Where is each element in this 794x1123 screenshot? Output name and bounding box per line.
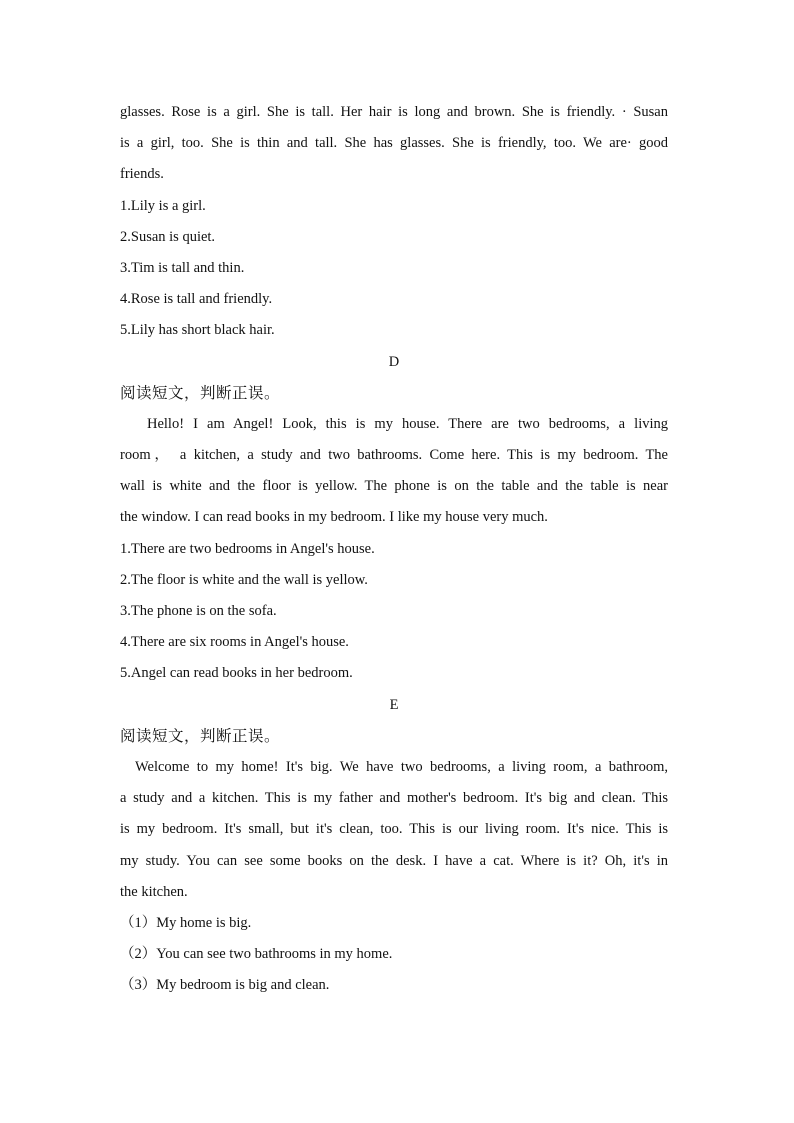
passage-e-line: Welcome to my home! It's big. We have two bedrooms, a living room, a bathroom, [135,758,668,775]
question-item: （1）My home is big. [120,914,252,931]
document-body [120,97,668,1001]
passage-c-line: friends. [120,166,164,183]
question-item: （3）My bedroom is big and clean. [120,977,330,994]
passage-d-line: room， a kitchen, a study and two bathrooms. Come here. This is my bedroom. The [120,447,668,464]
passage-e-line: the kitchen. [120,883,188,900]
passage-e-line: my study. You can see some books on the desk. I have a cat. Where is it? Oh, it's in [120,852,668,869]
section-heading-d: D [388,353,400,370]
passage-c-line: is a girl, too. She is thin and tall. She has glasses. She is friendly, too. We are· good [120,135,668,152]
section-instruction: 阅读短文，判断正误。 [120,727,281,745]
passage-d-line: the window. I can read books in my bedroom. I like my house very much. [120,509,548,526]
question-item: 1.There are two bedrooms in Angel's house. [120,540,375,557]
passage-e-line: a study and a kitchen. This is my father and mother's bedroom. It's big and clean. This [120,790,668,807]
question-item: 4.There are six rooms in Angel's house. [120,634,349,651]
question-item: （2）You can see two bathrooms in my home. [120,946,393,963]
passage-c-line: glasses. Rose is a girl. She is tall. Her hair is long and brown. She is friendly. · Susan [120,104,668,120]
question-item: 5.Angel can read books in her bedroom. [120,665,353,682]
question-item: 1.Lily is a girl. [120,197,206,214]
section-instruction: 阅读短文，判断正误。 [120,384,281,402]
passage-e-line: is my bedroom. It's small, but it's clean, too. This is our living room. It's nice. This is [120,821,668,838]
question-item: 3.The phone is on the sofa. [120,603,277,619]
question-item: 4.Rose is tall and friendly. [120,291,273,308]
question-item: 3.Tim is tall and thin. [120,259,245,276]
question-item: 2.Susan is quiet. [120,228,216,245]
question-item: 5.Lily has short black hair. [120,322,275,339]
passage-d-line: wall is white and the floor is yellow. The phone is on the table and the table is near [120,478,668,495]
question-item: 2.The floor is white and the wall is yellow. [120,571,368,588]
section-heading-e: E [389,696,399,713]
passage-d-line: Hello! I am Angel! Look, this is my house. There are two bedrooms, a living [147,415,668,432]
